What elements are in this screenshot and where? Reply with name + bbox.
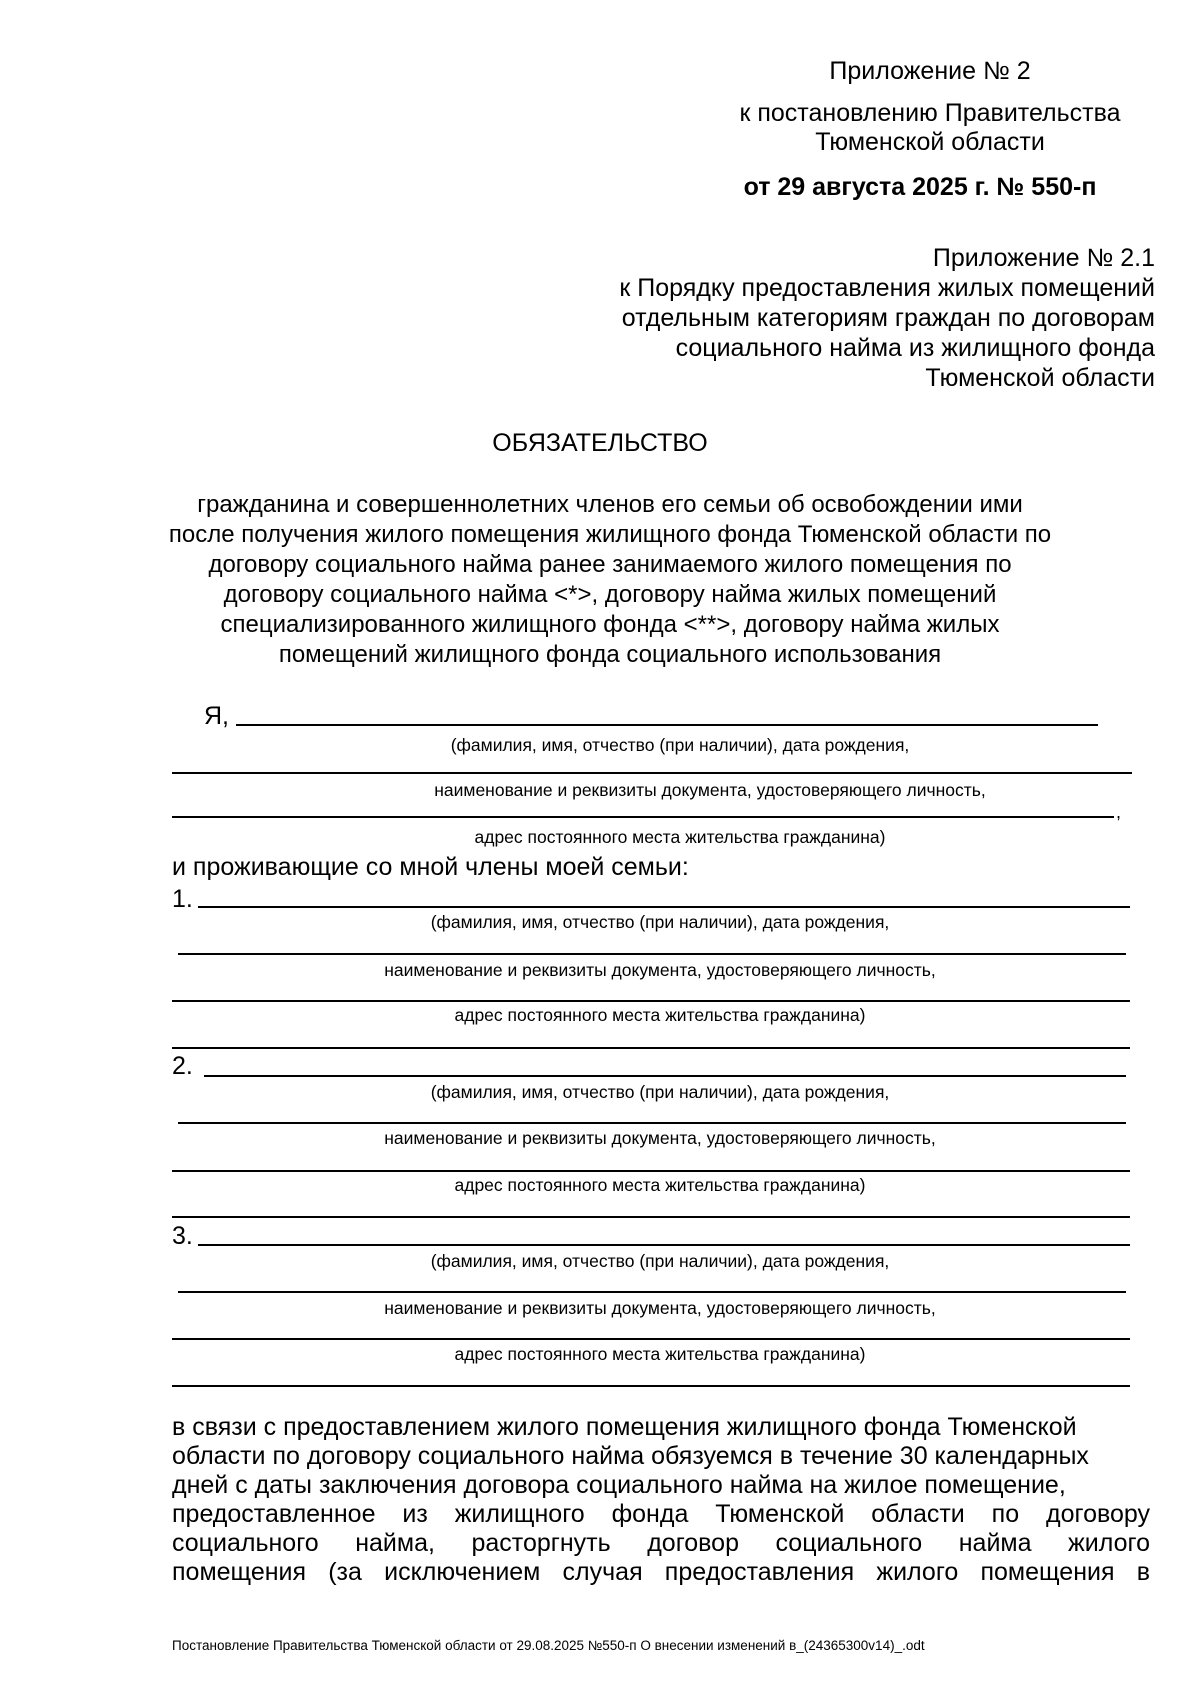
resolution-line-2: Тюменской области	[815, 128, 1045, 156]
sub-appendix-line: к Порядку предоставления жилых помещений	[619, 274, 1155, 302]
body-line: социального найма, расторгнуть договор социального найма жилого	[172, 1529, 1150, 1557]
member-name-line[interactable]	[198, 906, 1130, 908]
member-hint-name: (фамилия, имя, отчество (при наличии), дата рождения,	[430, 1251, 890, 1271]
member-name-line[interactable]	[204, 1075, 1126, 1077]
body-line: в связи с предоставлением жилого помещения жилищного фонда Тюменской	[172, 1413, 1077, 1441]
family-intro: и проживающие со мной члены моей семьи:	[172, 853, 689, 881]
member-address-line[interactable]	[172, 1000, 1130, 1002]
subtitle-line: после получения жилого помещения жилищного фонда Тюменской области по	[168, 521, 1052, 548]
body-line: области по договору социального найма обязуемся в течение 30 календарных	[172, 1442, 1089, 1470]
member-address-line[interactable]	[172, 1170, 1130, 1172]
member-number: 2.	[172, 1052, 193, 1080]
member-hint-address: адрес постоянного места жительства гражданина)	[454, 1005, 866, 1025]
applicant-address-line[interactable]	[172, 816, 1114, 818]
body-line: дней с даты заключения договора социального найма на жилое помещение,	[172, 1471, 1066, 1499]
subtitle-line: договору социального найма <*>, договору найма жилых помещений	[223, 581, 997, 608]
member-hint-address: адрес постоянного места жительства гражданина)	[454, 1344, 866, 1364]
sub-appendix-line: отдельным категориям граждан по договорам	[621, 304, 1155, 332]
member-hint-document: наименование и реквизиты документа, удостоверяющего личность,	[384, 960, 936, 980]
body-line: предоставленное из жилищного фонда Тюменской области по договору	[172, 1500, 1150, 1528]
member-document-line[interactable]	[178, 953, 1126, 955]
comma: ,	[1116, 802, 1122, 822]
subtitle-line: помещений жилищного фонда социального использования	[278, 641, 942, 668]
member-address-line[interactable]	[172, 1338, 1130, 1340]
member-extra-line[interactable]	[172, 1385, 1130, 1387]
member-extra-line[interactable]	[172, 1216, 1130, 1218]
document-title: ОБЯЗАТЕЛЬСТВО	[492, 429, 708, 457]
member-document-line[interactable]	[178, 1291, 1126, 1293]
member-hint-name: (фамилия, имя, отчество (при наличии), дата рождения,	[430, 912, 890, 932]
member-hint-document: наименование и реквизиты документа, удостоверяющего личность,	[384, 1298, 936, 1318]
resolution-line-1: к постановлению Правительства	[739, 99, 1121, 127]
footer-filename: Постановление Правительства Тюменской области от 29.08.2025 №550-п О внесении изменений в_(24365300v14)_.odt	[172, 1638, 925, 1653]
member-name-line[interactable]	[198, 1244, 1130, 1246]
sub-appendix-line: Тюменской области	[925, 364, 1155, 392]
sub-appendix-line: социального найма из жилищного фонда	[675, 334, 1155, 362]
resolution-date: от 29 августа 2025 г. № 550-п	[743, 173, 1097, 201]
member-hint-document: наименование и реквизиты документа, удостоверяющего личность,	[384, 1128, 936, 1148]
member-document-line[interactable]	[178, 1122, 1126, 1124]
subtitle-line: гражданина и совершеннолетних членов его семьи об освобождении ими	[197, 491, 1023, 518]
member-hint-address: адрес постоянного места жительства гражданина)	[454, 1175, 866, 1195]
subtitle-line: специализированного жилищного фонда <**>, договору найма жилых	[220, 611, 1000, 638]
i-prefix: Я,	[204, 702, 229, 730]
member-number: 3.	[172, 1222, 193, 1250]
hint-address: адрес постоянного места жительства гражданина)	[474, 827, 886, 847]
appendix-title: Приложение № 2	[829, 57, 1031, 85]
member-hint-name: (фамилия, имя, отчество (при наличии), дата рождения,	[430, 1082, 890, 1102]
body-paragraph	[172, 1413, 1150, 1587]
hint-name: (фамилия, имя, отчество (при наличии), дата рождения,	[450, 735, 910, 755]
subtitle-line: договору социального найма ранее занимаемого жилого помещения по	[208, 551, 1012, 578]
sub-appendix-title: Приложение № 2.1	[932, 244, 1155, 272]
applicant-document-line[interactable]	[172, 772, 1132, 774]
applicant-name-line[interactable]	[236, 724, 1098, 726]
hint-document: наименование и реквизиты документа, удостоверяющего личность,	[434, 780, 986, 800]
member-extra-line[interactable]	[172, 1047, 1130, 1049]
body-line: помещения (за исключением случая предоставления жилого помещения в	[172, 1558, 1150, 1586]
member-number: 1.	[172, 885, 193, 913]
